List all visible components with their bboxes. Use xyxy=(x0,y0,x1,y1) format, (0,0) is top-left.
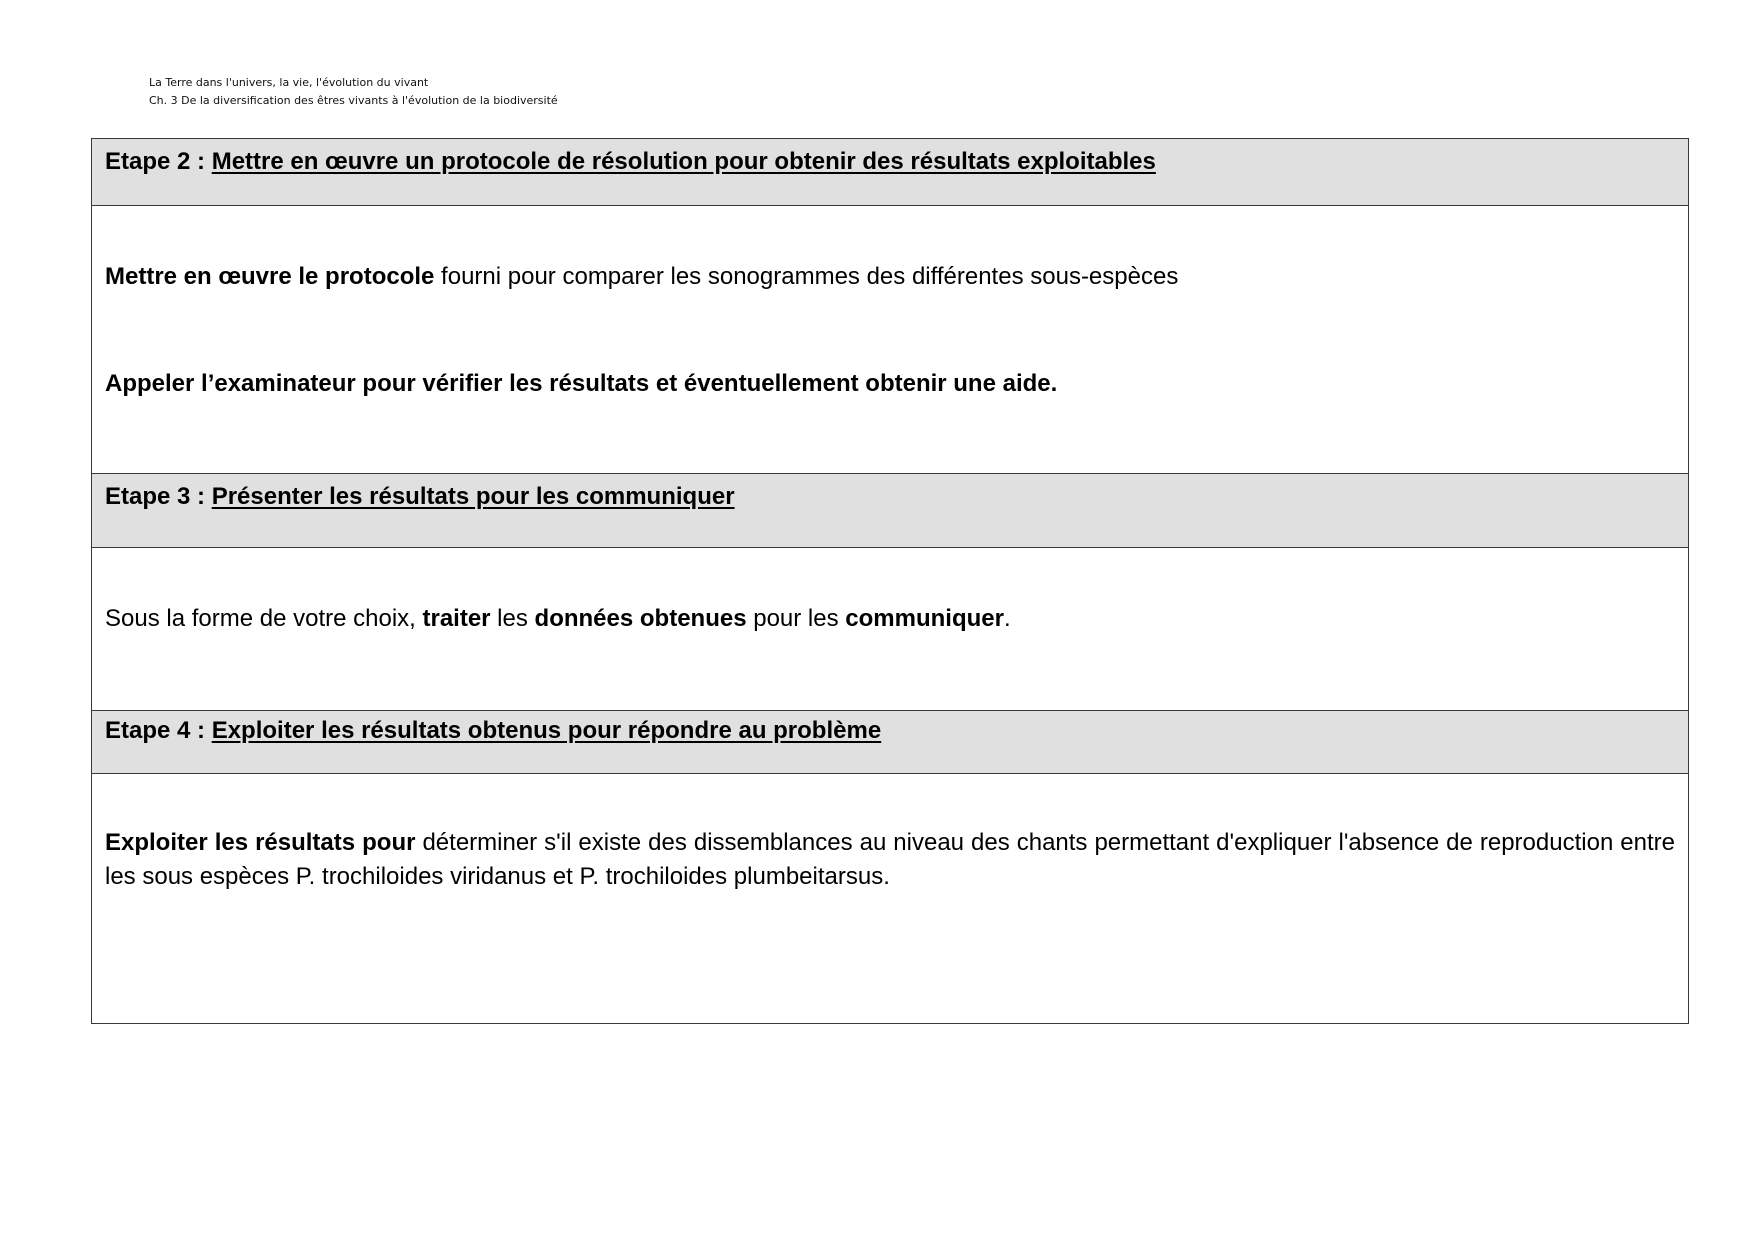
step4-body-cell xyxy=(92,774,1689,1024)
step2-title-text: Mettre en œuvre un protocole de résolution pour obtenir des résultats exploitables xyxy=(211,148,1156,175)
step4-title xyxy=(105,711,1675,745)
step3-body-cell xyxy=(92,548,1689,711)
step2-header-cell xyxy=(92,139,1689,206)
step3-header-cell xyxy=(92,474,1689,548)
step3-seg1: Sous la forme de votre choix, xyxy=(105,605,423,632)
step2-title xyxy=(105,139,1675,176)
step3-instruction xyxy=(105,602,1675,636)
step3-title xyxy=(105,474,1675,511)
step3-seg2: traiter xyxy=(422,605,491,632)
header-chapter: Ch. 3 De la diversification des êtres vivants à l'évolution de la biodiversité xyxy=(149,94,558,107)
step2-instruction-bold: Mettre en œuvre le protocole xyxy=(105,263,435,290)
step4-header-cell xyxy=(92,711,1689,774)
step3-header-row xyxy=(92,474,1689,548)
step4-prefix: Etape 4 : xyxy=(105,717,212,744)
step4-instruction-rest: déterminer s'il existe des dissemblances au niveau des chants permettant d'expliquer l'absence de reproduction entre les sous espèces P. trochiloides viridanus et P. trochiloides plumbeitarsus. xyxy=(105,829,1676,890)
header-theme: La Terre dans l'univers, la vie, l'évolution du vivant xyxy=(149,76,429,89)
step2-header-row xyxy=(92,139,1689,206)
step4-instruction-bold: Exploiter les résultats pour xyxy=(105,829,416,856)
step2-instruction-rest: fourni pour comparer les sonogrammes des différentes sous-espèces xyxy=(434,263,1179,290)
step2-body-row xyxy=(92,206,1689,474)
step3-seg5: pour les xyxy=(746,605,846,632)
step2-instruction xyxy=(105,260,1675,294)
step2-body-cell xyxy=(92,206,1689,474)
steps-table xyxy=(91,138,1689,1024)
step2-prefix: Etape 2 : xyxy=(105,148,212,175)
step4-header-row xyxy=(92,711,1689,774)
step3-body-row xyxy=(92,548,1689,711)
step4-body-row xyxy=(92,774,1689,1024)
step4-title-text: Exploiter les résultats obtenus pour répondre au problème xyxy=(211,717,882,744)
step3-seg3: les xyxy=(490,605,535,632)
document-header xyxy=(149,74,558,110)
step3-seg7: . xyxy=(1003,605,1011,632)
step3-prefix: Etape 3 : xyxy=(105,483,212,510)
step3-seg4: données obtenues xyxy=(534,605,747,632)
step3-seg6: communiquer xyxy=(845,605,1004,632)
step4-instruction xyxy=(105,826,1675,894)
step3-title-text: Présenter les résultats pour les communiquer xyxy=(211,483,735,510)
step2-call-examiner: Appeler l’examinateur pour vérifier les résultats et éventuellement obtenir une aide. xyxy=(105,370,1058,397)
